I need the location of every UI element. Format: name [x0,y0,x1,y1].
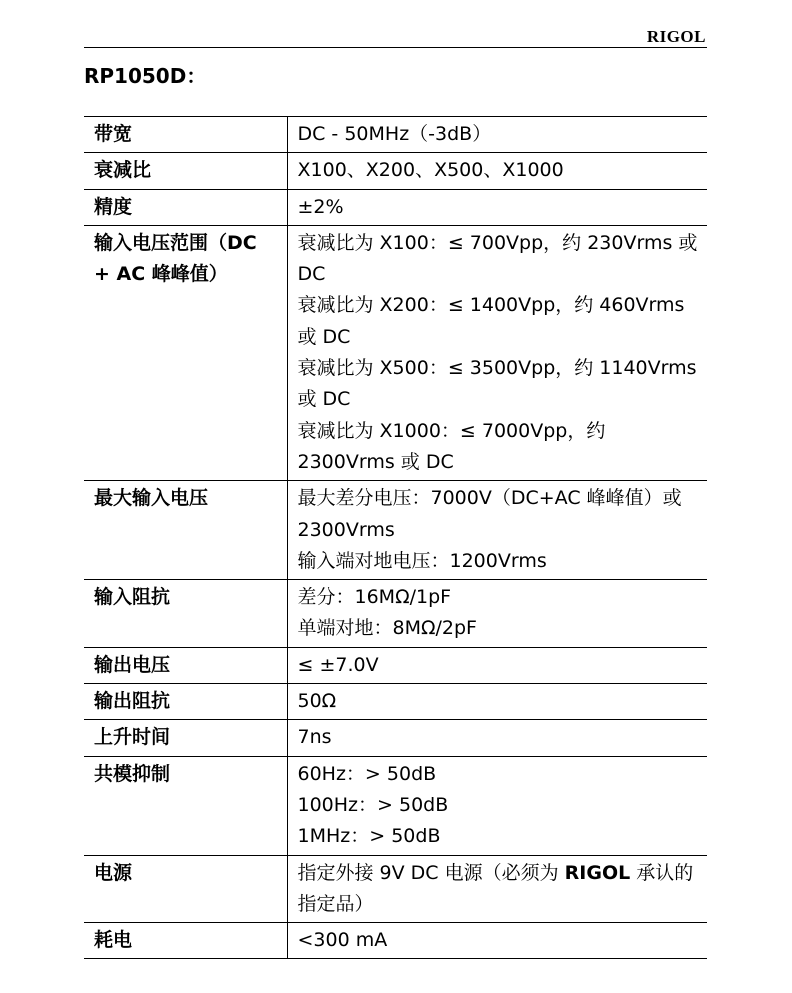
param-label: 输入阻抗 [84,580,287,648]
param-label: 上升时间 [84,720,287,756]
value-line: X100、X200、X500、X1000 [297,159,564,182]
param-value [287,855,707,923]
param-label: 衰减比 [84,153,287,189]
spec-row-attenuation [84,153,707,189]
value-line: 衰减比为 X1000：≤ 7000Vpp，约 2300Vrms 或 DC [297,419,606,473]
param-label: 最大输入电压 [84,481,287,580]
spec-row-cmrr [84,756,707,855]
model-title: RP1050D： [84,64,207,88]
param-value [287,756,707,855]
param-label: 共模抑制 [84,756,287,855]
spec-row-input-voltage-range [84,225,707,480]
value-line: 单端对地：8MΩ/2pF [297,617,477,640]
param-label: 输出阻抗 [84,684,287,720]
spec-row-rise-time [84,720,707,756]
value-line: 衰减比为 X500：≤ 3500Vpp，约 1140Vrms 或 DC [297,357,697,411]
param-label: 耗电 [84,923,287,959]
param-value [287,684,707,720]
value-line: 1MHz：> 50dB [297,825,441,848]
value-line: 衰减比为 X100：≤ 700Vpp，约 230Vrms 或 DC [297,231,698,286]
value-line: 50Ω [297,690,337,713]
value-line: 100Hz：> 50dB [297,793,449,816]
spec-row-power-consumption [84,923,707,959]
value-line: 60Hz：> 50dB [297,762,437,785]
value-line: 衰减比为 X200：≤ 1400Vpp，约 460Vrms 或 DC [297,294,685,348]
spec-row-max-input-voltage [84,481,707,580]
param-value [287,720,707,756]
value-line: ±2% [297,195,344,218]
param-value [287,923,707,959]
param-label: 精度 [84,189,287,225]
param-label: 输入电压范围（DC + AC 峰峰值） [84,225,287,480]
param-value [287,117,707,153]
brand-logo: RIGOL [646,27,706,46]
power-brand: RIGOL [564,861,631,884]
param-value [287,189,707,225]
value-line: DC - 50MHz（-3dB） [297,123,492,145]
value-line: 差分：16MΩ/1pF [297,586,452,609]
power-text-pre: 指定外接 9V DC 电源（必须为 [297,861,565,884]
spec-row-accuracy [84,189,707,225]
spec-table [84,116,707,959]
value-line: 输入端对地电压：1200Vrms [297,549,547,572]
param-value [287,225,707,480]
value-line: 最大差分电压：7000V（DC+AC 峰峰值）或 2300Vrms [297,487,682,541]
value-line: 7ns [297,726,332,749]
param-label: 输出电压 [84,647,287,683]
param-value [287,153,707,189]
value-line: ≤ ±7.0V [297,653,379,676]
spec-row-power-supply [84,855,707,923]
spec-row-output-impedance [84,684,707,720]
spec-row-bandwidth [84,117,707,153]
param-value [287,580,707,648]
header-divider [84,47,707,48]
value-line: <300 mA [297,929,388,952]
power-text-post: 承认的指定品） [297,861,694,915]
spec-row-output-voltage [84,647,707,683]
param-value [287,481,707,580]
spec-row-input-impedance [84,580,707,648]
param-label: 带宽 [84,117,287,153]
param-value [287,647,707,683]
param-label: 电源 [84,855,287,923]
